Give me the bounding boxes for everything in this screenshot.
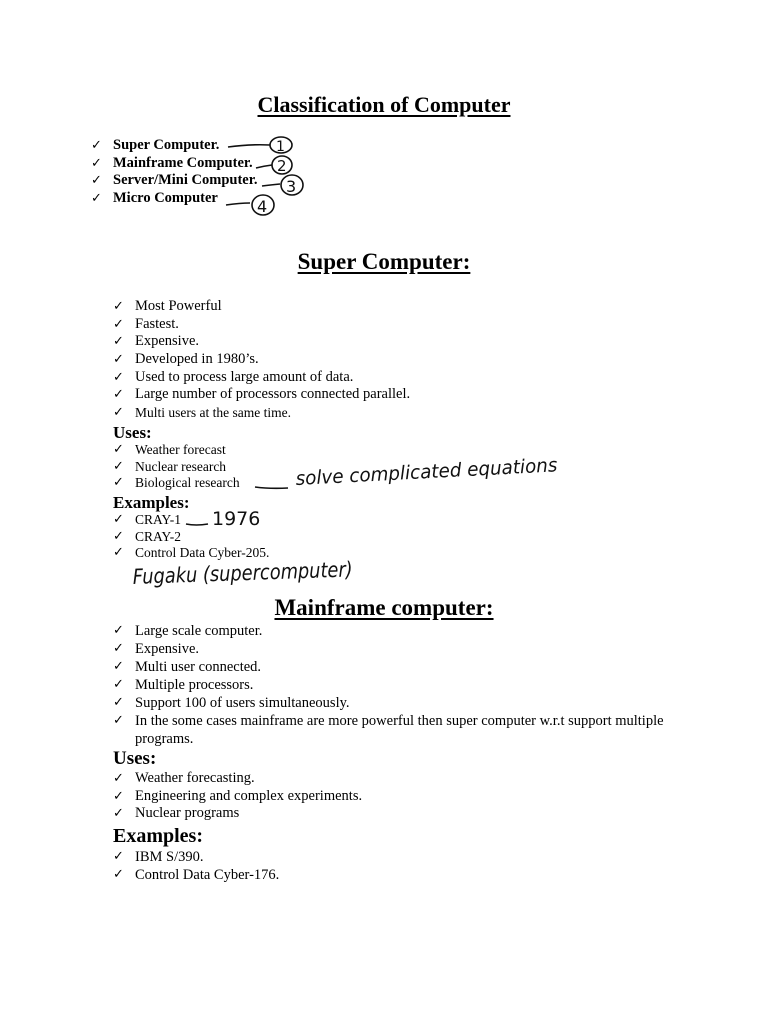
list-item	[91, 155, 257, 173]
checkmark-icon: ✓	[91, 155, 102, 171]
list-item-text: Multi user connected.	[135, 659, 262, 675]
list-item-text: Micro Computer	[113, 189, 218, 206]
list-item	[113, 459, 240, 476]
list-item	[113, 640, 675, 658]
checkmark-icon: ✓	[113, 405, 124, 421]
mainframe-examples-list	[113, 848, 279, 884]
list-item-text: Multiple processors.	[135, 677, 254, 693]
list-item-text: Mainframe Computer.	[113, 154, 253, 171]
annotation-circle	[281, 175, 303, 195]
checkmark-icon: ✓	[113, 475, 124, 490]
checkmark-icon: ✓	[113, 713, 124, 728]
list-item	[91, 172, 257, 190]
checkmark-icon: ✓	[113, 442, 124, 457]
list-item-text: Most Powerful	[135, 298, 222, 314]
checkmark-icon: ✓	[113, 528, 124, 544]
list-item-text: Engineering and complex experiments.	[135, 787, 363, 804]
list-item-text: Weather forecast	[135, 442, 226, 457]
list-item-text: Large scale computer.	[135, 623, 263, 639]
annotation-circle	[270, 137, 292, 153]
list-item	[113, 694, 675, 712]
list-item	[113, 545, 269, 562]
checkmark-icon: ✓	[113, 867, 124, 882]
checkmark-icon: ✓	[113, 369, 124, 385]
list-item-text: Expensive.	[135, 333, 200, 350]
checkmark-icon: ✓	[113, 659, 124, 674]
list-item	[113, 805, 362, 823]
list-item	[113, 333, 410, 351]
section-heading-mainframe: Mainframe computer:	[274, 595, 494, 620]
page-title: Classification of Computer	[257, 92, 511, 117]
list-item-text: Large number of processors connected parallel.	[135, 386, 411, 403]
list-item-text: Nuclear programs	[135, 805, 240, 822]
list-item-text: Server/Mini Computer.	[113, 172, 258, 188]
list-item	[113, 386, 410, 404]
list-item	[113, 404, 410, 422]
super-examples-list	[113, 512, 269, 562]
list-item-text: Control Data Cyber-205.	[135, 545, 270, 560]
checkmark-icon: ✓	[113, 788, 124, 804]
annotation-stroke	[262, 184, 280, 186]
annotation-stroke	[256, 165, 272, 168]
list-item-text: Super Computer.	[113, 137, 220, 153]
checkmark-icon: ✓	[113, 623, 124, 638]
list-item-text: CRAY-2	[135, 528, 182, 544]
checkmark-icon: ✓	[113, 352, 124, 368]
list-item-text: In the some cases mainframe are more powerful then super computer w.r.t support multiple programs.	[135, 713, 664, 747]
checkmark-icon: ✓	[113, 771, 124, 786]
list-item-text: Control Data Cyber-176.	[135, 867, 280, 883]
annotation-solve-note: solve complicated equations	[295, 453, 568, 490]
checkmark-icon: ✓	[113, 641, 124, 656]
checkmark-icon: ✓	[113, 458, 124, 474]
list-item	[113, 788, 362, 806]
section-heading-super: Super Computer:	[297, 249, 471, 274]
list-item-text: Used to process large amount of data.	[135, 368, 354, 385]
checkmark-icon: ✓	[91, 138, 102, 153]
annotation-circle	[272, 156, 292, 174]
list-item	[113, 475, 240, 492]
checkmark-icon: ✓	[113, 316, 124, 332]
list-item-text: Weather forecasting.	[135, 770, 255, 786]
classification-list	[91, 137, 257, 207]
list-item	[113, 298, 410, 316]
list-item	[113, 369, 410, 387]
mainframe-features-list	[113, 622, 675, 748]
annotation-number: 3	[286, 177, 297, 196]
list-item	[91, 137, 257, 155]
list-item	[91, 190, 257, 208]
mainframe-examples-heading: Examples:	[113, 825, 203, 847]
list-item	[113, 658, 675, 676]
checkmark-icon: ✓	[113, 334, 124, 350]
checkmark-icon: ✓	[113, 512, 124, 527]
list-item	[113, 351, 410, 369]
list-item	[113, 442, 240, 459]
list-item-text: Biological research	[135, 475, 240, 490]
checkmark-icon: ✓	[91, 173, 102, 188]
mainframe-uses-list	[113, 770, 362, 823]
super-examples-heading: Examples:	[113, 493, 190, 512]
checkmark-icon: ✓	[91, 190, 102, 206]
list-item	[113, 512, 269, 529]
list-item	[113, 316, 410, 334]
checkmark-icon: ✓	[113, 806, 124, 822]
annotation-stroke	[255, 487, 288, 488]
annotation-fugaku-note: Fugaku (supercomputer)	[132, 555, 393, 589]
list-item	[113, 529, 269, 546]
list-item-text: Expensive.	[135, 641, 200, 657]
list-item-text: Support 100 of users simultaneously.	[135, 695, 350, 711]
list-item	[113, 676, 675, 694]
list-item	[113, 770, 362, 788]
annotation-number: 2	[277, 157, 287, 175]
checkmark-icon: ✓	[113, 387, 124, 403]
list-item-text: Multi users at the same time.	[135, 405, 291, 421]
checkmark-icon: ✓	[113, 299, 124, 314]
list-item	[113, 848, 279, 866]
list-item-text: CRAY-1	[135, 512, 182, 527]
mainframe-uses-heading: Uses:	[113, 748, 157, 769]
super-features-list	[113, 298, 410, 422]
checkmark-icon: ✓	[113, 849, 124, 864]
checkmark-icon: ✓	[113, 677, 124, 692]
super-uses-heading: Uses:	[113, 423, 152, 442]
annotation-number: 1	[276, 139, 285, 155]
list-item	[113, 712, 675, 748]
checkmark-icon: ✓	[113, 695, 124, 710]
annotation-number: 4	[257, 197, 268, 216]
list-item	[113, 866, 279, 884]
list-item-text: Fastest.	[135, 315, 179, 332]
list-item-text: IBM S/390.	[135, 849, 204, 865]
list-item-text: Nuclear research	[135, 458, 227, 474]
super-uses-list	[113, 442, 240, 492]
checkmark-icon: ✓	[113, 545, 124, 560]
list-item-text: Developed in 1980’s.	[135, 351, 259, 368]
list-item	[113, 622, 675, 640]
annotation-year-note: 1976	[212, 508, 261, 530]
